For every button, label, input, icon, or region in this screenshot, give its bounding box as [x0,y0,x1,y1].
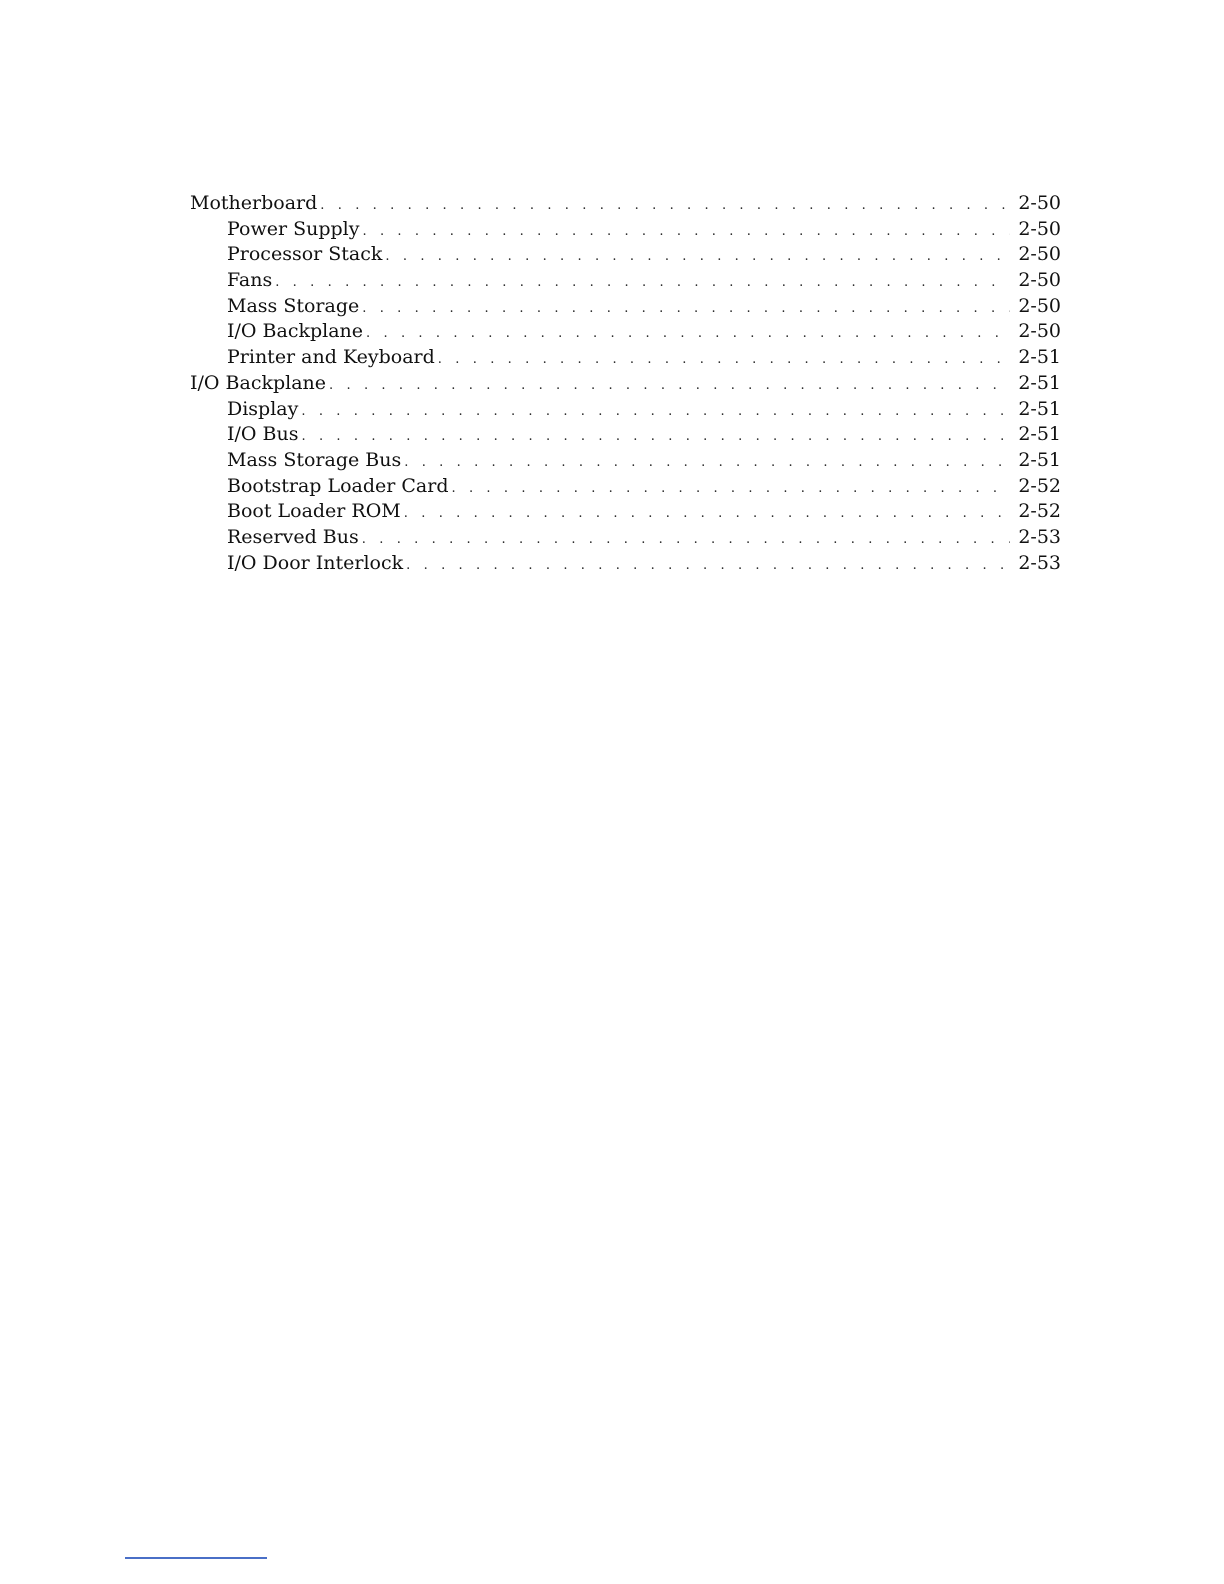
toc-entry-title: I/O Door Interlock [227,551,404,574]
toc-entry-title: I/O Backplane [190,371,327,394]
toc-dot-leader [362,527,1011,553]
toc-page-number: 2-50 [1018,294,1061,317]
toc-dot-leader [275,270,1010,296]
toc-dot-leader [320,193,1010,219]
toc-entry[interactable] [190,448,1061,474]
toc-entry[interactable] [190,525,1061,551]
toc-entry-title: Printer and Keyboard [227,346,435,369]
toc-dot-leader [438,347,1011,373]
toc-entry-title: Display [227,397,299,420]
toc-dot-leader [329,373,1010,399]
toc-entry[interactable] [190,371,1061,397]
toc-dot-leader [452,476,1011,502]
toc-entry-title: I/O Backplane [227,320,364,343]
toc-dot-leader [404,450,1010,476]
toc-dot-leader [404,501,1011,527]
toc-entry[interactable] [190,422,1061,448]
toc-entry-title: Processor Stack [227,243,383,266]
toc-entry[interactable] [190,345,1061,371]
table-of-contents [190,191,1061,576]
toc-page-number: 2-53 [1018,551,1061,574]
toc-page-number: 2-50 [1018,192,1061,214]
toc-entry[interactable] [190,551,1061,577]
toc-dot-leader [362,219,1010,245]
toc-entry-title: Mass Storage Bus [227,448,402,471]
footer-divider-line [125,1557,267,1559]
toc-page-number: 2-51 [1018,423,1061,446]
toc-page-number: 2-53 [1018,525,1061,548]
toc-entry-title: I/O Bus [227,423,299,446]
toc-page-number: 2-50 [1018,243,1061,266]
toc-page-number: 2-51 [1018,448,1061,471]
toc-dot-leader [362,296,1010,322]
toc-page-number: 2-50 [1018,320,1061,343]
toc-page-number: 2-51 [1018,346,1061,369]
toc-entry[interactable] [190,268,1061,294]
toc-entry[interactable] [190,499,1061,525]
toc-entry[interactable] [190,397,1061,423]
toc-entry-title: Power Supply [227,217,360,240]
toc-entry-title: Reserved Bus [227,525,359,548]
toc-page-number: 2-51 [1018,371,1061,394]
toc-page-number: 2-52 [1018,474,1061,497]
toc-dot-leader [366,321,1010,347]
toc-entry-title: Mass Storage [227,294,360,317]
toc-entry-title: Bootstrap Loader Card [227,474,449,497]
toc-dot-leader [301,399,1010,425]
toc-dot-leader [406,553,1010,579]
toc-entry-title: Fans [227,269,273,292]
toc-page-number: 2-51 [1018,397,1061,420]
toc-page-number: 2-50 [1018,217,1061,240]
toc-entry[interactable] [190,242,1061,268]
toc-entry[interactable] [190,474,1061,500]
toc-page-number: 2-50 [1018,269,1061,292]
toc-dot-leader [385,244,1010,270]
toc-entry[interactable] [190,217,1061,243]
toc-entry[interactable] [190,319,1061,345]
toc-entry[interactable] [190,294,1061,320]
toc-entry[interactable] [190,191,1061,217]
toc-page-number: 2-52 [1018,500,1061,523]
toc-entry-title: Motherboard [190,192,318,214]
toc-dot-leader [301,424,1010,450]
toc-entry-title: Boot Loader ROM [227,500,401,523]
